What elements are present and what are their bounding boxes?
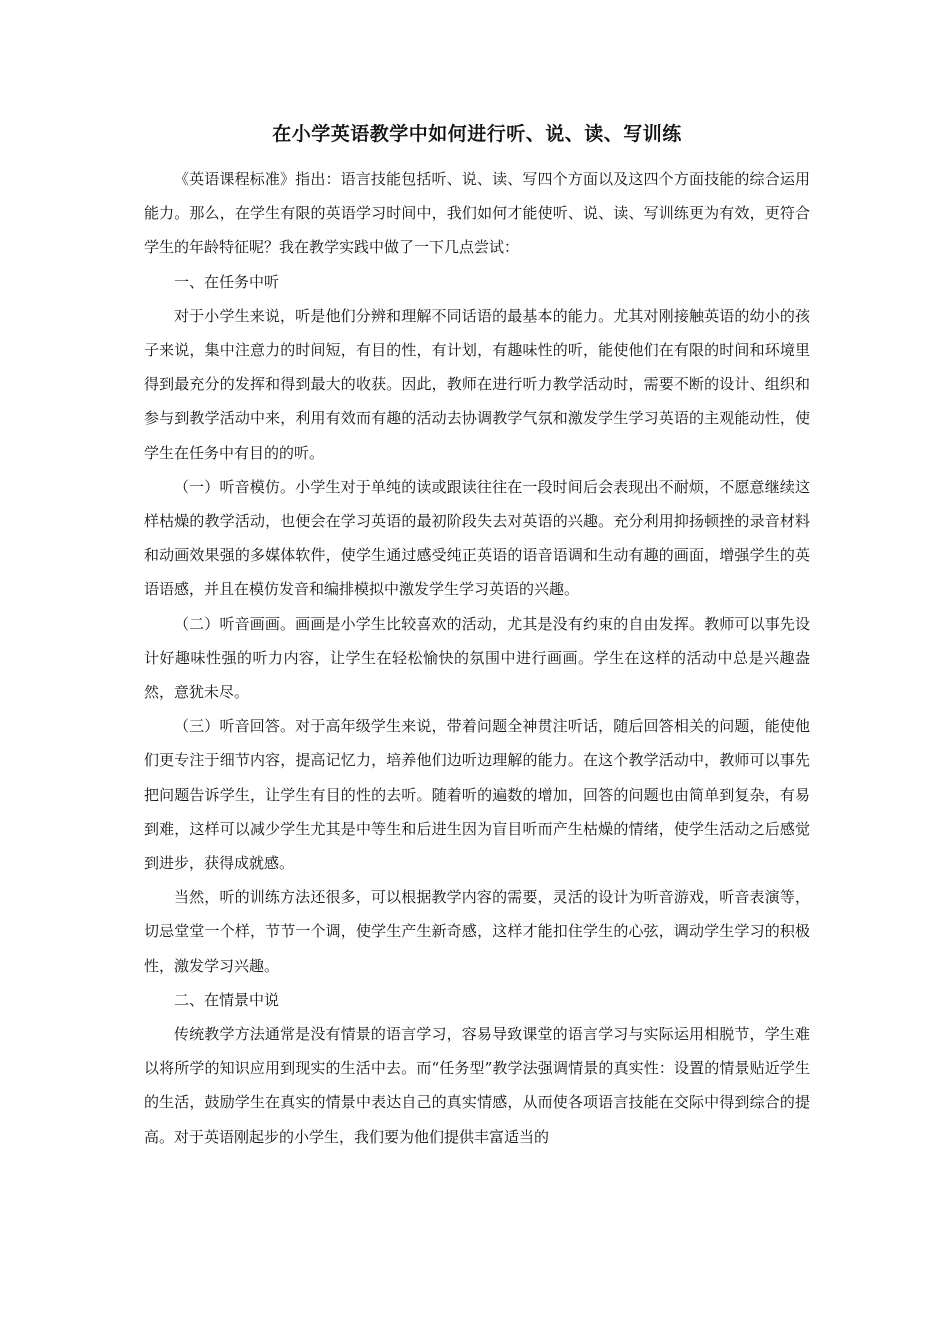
- speaking-overview-paragraph: 传统教学方法通常是没有情景的语言学习，容易导致课堂的语言学习与实际运用相脱节，学生难以将所学的知识应用到现实的生活中去。而“任务型”教学法强调情景的真实性：设置的情景贴近学生的生活，鼓励学生在真实的情景中表达自己的真实情感，从而使各项语言技能在交际中得到综合的提高。对于英语刚起步的小学生，我们要为他们提供丰富适当的: [144, 1025, 810, 1146]
- listening-overview-paragraph: 对于小学生来说，听是他们分辨和理解不同话语的最基本的能力。尤其对刚接触英语的幼小的孩子来说，集中注意力的时间短，有目的性，有计划，有趣味性的听，能使他们在有限的时间和环境里得到最充分的发挥和得到最大的收获。因此，教师在进行听力教学活动时，需要不断的设计、组织和参与到教学活动中来，利用有效而有趣的活动去协调教学气氛和激发学生学习英语的主观能动性，使学生在任务中有目的的听。: [144, 306, 810, 462]
- listening-drawing-paragraph: （二）听音画画。画画是小学生比较喜欢的活动，尤其是没有约束的自由发挥。教师可以事先设计好趣味性强的听力内容，让学生在轻松愉快的氛围中进行画画。学生在这样的活动中总是兴趣盎然，意犹未尽。: [144, 614, 810, 702]
- listening-imitation-paragraph: （一）听音模仿。小学生对于单纯的读或跟读往往在一段时间后会表现出不耐烦，不愿意继续这样枯燥的教学活动，也便会在学习英语的最初阶段失去对英语的兴趣。充分利用抑扬顿挫的录音材料和动画效果强的多媒体软件，使学生通过感受纯正英语的语音语调和生动有趣的画面，增强学生的英语语感，并且在模仿发音和编排模拟中激发学生学习英语的兴趣。: [144, 477, 810, 599]
- document-title: 在小学英语教学中如何进行听、说、读、写训练: [272, 123, 682, 145]
- document-body: [144, 120, 810, 1154]
- listening-summary-paragraph: 当然，听的训练方法还很多，可以根据教学内容的需要，灵活的设计为听音游戏，听音表演等，切忌堂堂一个样，节节一个调，使学生产生新奇感，这样才能扣住学生的心弦，调动学生学习的积极性，激发学习兴趣。: [144, 888, 810, 975]
- intro-paragraph: 《英语课程标准》指出：语言技能包括听、说、读、写四个方面以及这四个方面技能的综合运用能力。那么，在学生有限的英语学习时间中，我们如何才能使听、说、读、写训练更为有效，更符合学生的年龄特征呢？我在教学实践中做了一下几点尝试：: [144, 170, 810, 257]
- listening-answering-paragraph: （三）听音回答。对于高年级学生来说，带着问题全神贯注听话，随后回答相关的问题，能使他们更专注于细节内容，提高记忆力，培养他们边听边理解的能力。在这个教学活动中，教师可以事先把问题告诉学生，让学生有目的性的去听。随着听的遍数的增加，回答的问题也由简单到复杂，有易到难，这样可以减少学生尤其是中等生和后进生因为盲目听而产生枯燥的情绪，使学生活动之后感觉到进步，获得成就感。: [144, 717, 810, 873]
- section-heading-listening: 一、在任务中听: [174, 272, 280, 291]
- section-heading-speaking: 二、在情景中说: [174, 990, 280, 1009]
